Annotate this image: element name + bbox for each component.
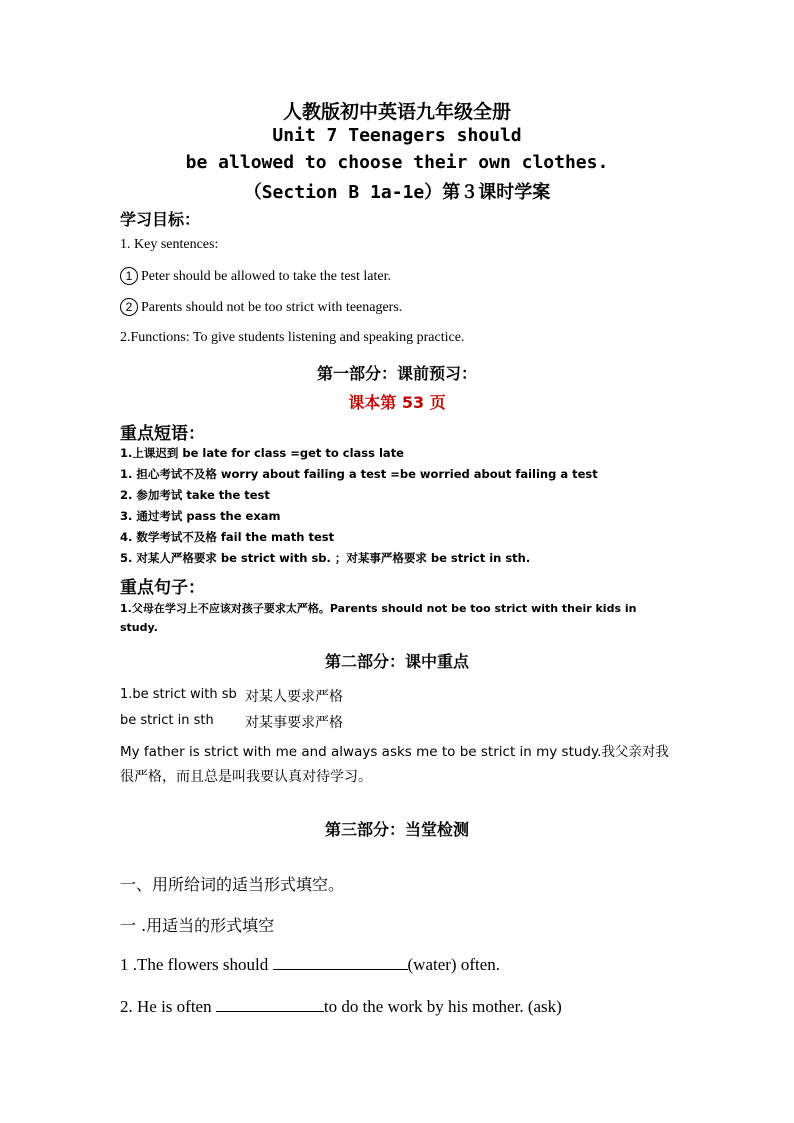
key-sentence-1 [120,267,391,285]
sentence-line-2: study. [120,621,158,634]
question-1 [120,955,500,975]
question-1-suffix: (water) often. [407,955,501,974]
phrase-item: 2. 参加考试 take the test [120,488,270,502]
title-line-4: （Section B 1a-1e）第３课时学案 [243,182,551,203]
title-line-1: 人教版初中英语九年级全册 [282,101,511,123]
sentence-line-1: 1.父母在学习上不应该对孩子要求太严格。Parents should not be too strict with their kids in [120,602,637,615]
circled-number-1: 1 [120,267,138,285]
textbook-page-ref: 课本第 53 页 [348,393,446,412]
exercise-instruction-1: 一、用所给词的适当形式填空。 [120,875,345,894]
question-1-prefix: 1 .The flowers should [120,955,273,974]
key-sentences-label: 1. Key sentences: [120,237,219,252]
objectives-heading: 学习目标： [120,210,201,229]
title-line-3: be allowed to choose their own clothes. [185,152,609,173]
key-sentence-1-text: Peter should be allowed to take the test later. [141,269,391,284]
key-sentence-2 [120,298,402,316]
phrase-item: 5. 对某人严格要求 be strict with sb. ；对某事严格要求 be strict in sth. [120,551,531,565]
phrases-heading: 重点短语： [120,424,205,444]
phrase-strict-in-cn: 对某事要求严格 [245,715,343,731]
question-2 [120,997,562,1017]
phrase-item: 3. 通过考试 pass the exam [120,509,281,523]
sentences-heading: 重点句子： [120,578,205,598]
functions-line: 2.Functions: To give students listening and speaking practice. [120,330,465,345]
phrase-strict-with-en: 1.be strict with sb [120,687,237,702]
phrase-item: 1. 担心考试不及格 worry about failing a test =be worried about failing a test [120,467,598,481]
circled-number-2: 2 [120,298,138,316]
phrase-item: 4. 数学考试不及格 fail the math test [120,530,335,544]
title-line-2: Unit 7 Teenagers should [272,125,522,146]
phrase-strict-with-cn: 对某人要求严格 [245,689,343,705]
exercise-instruction-2: 一 .用适当的形式填空 [120,916,275,935]
answer-blank-2[interactable] [216,997,324,1012]
part1-heading: 第一部分：课前预习： [316,364,477,383]
example-line-1: My father is strict with me and always asks me to be strict in my study.我父亲对我 [120,744,669,760]
phrase-strict-in-en: be strict in sth [120,713,214,728]
question-2-suffix: to do the work by his mother. (ask) [323,997,562,1016]
answer-blank-1[interactable] [273,955,408,970]
key-sentence-2-text: Parents should not be too strict with teenagers. [141,300,403,315]
part2-heading: 第二部分：课中重点 [324,652,469,671]
part3-heading: 第三部分：当堂检测 [324,820,469,839]
question-2-prefix: 2. He is often [120,997,216,1016]
example-line-2: 很严格，而且总是叫我要认真对待学习。 [120,769,372,785]
phrase-item: 1.上课迟到 be late for class =get to class late [120,446,404,460]
